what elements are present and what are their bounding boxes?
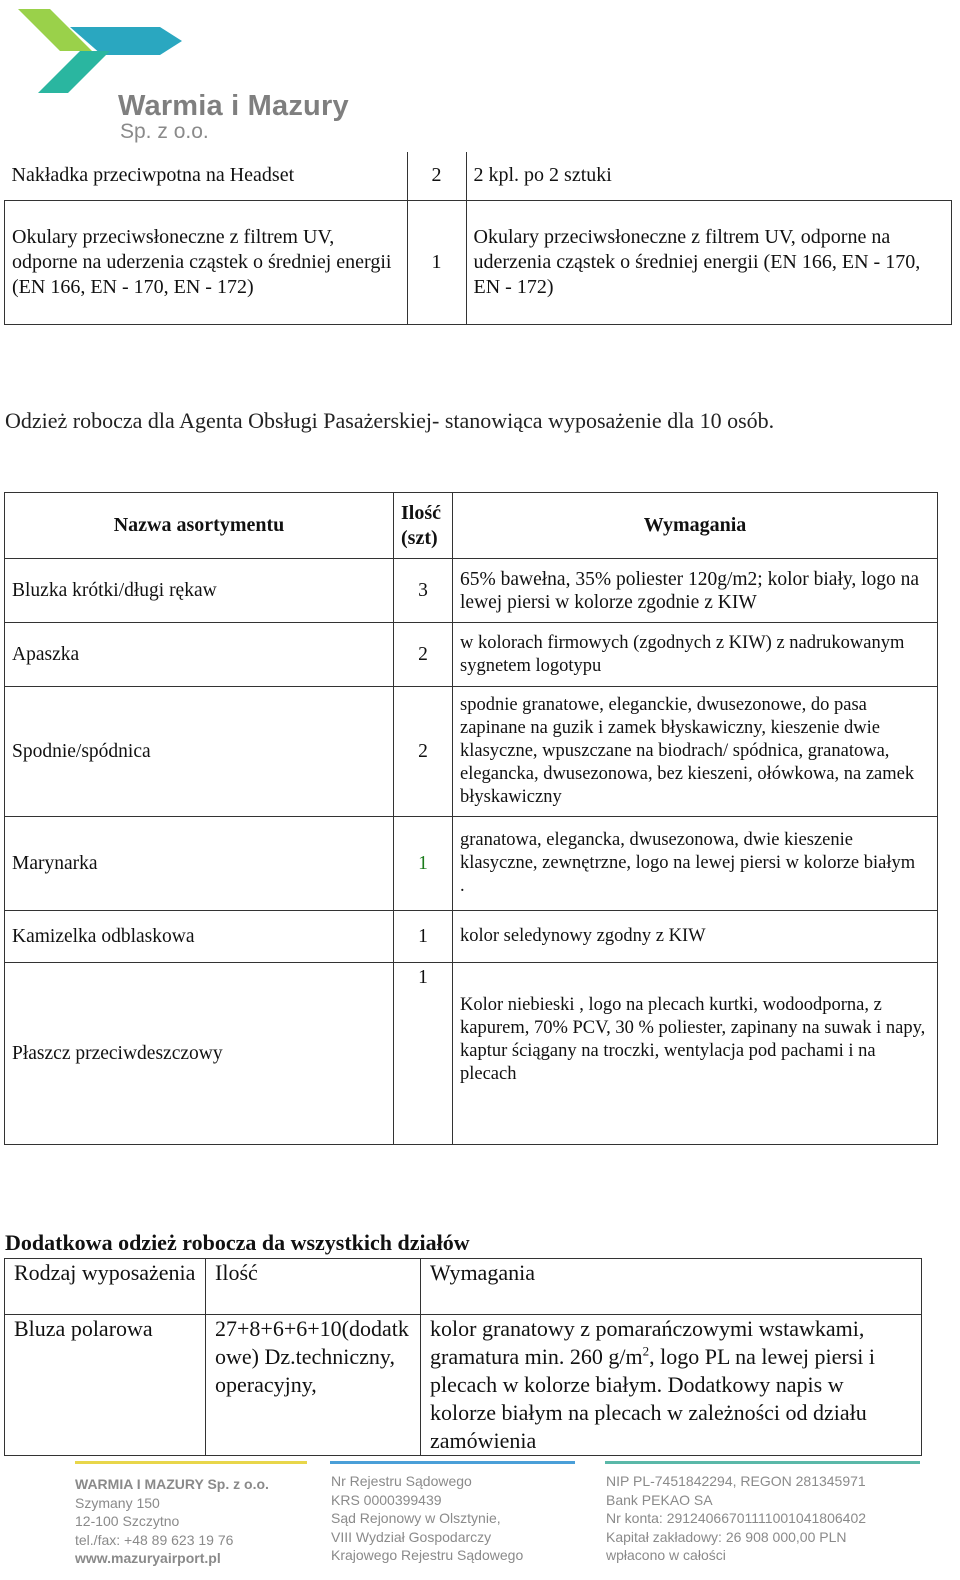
header-name: Nazwa asortymentu [5,493,394,559]
item-name: Marynarka [5,817,394,911]
item-qty: 3 [394,559,453,623]
footer-website-link[interactable]: www.mazuryairport.pl [75,1550,221,1566]
top-table [4,152,952,325]
table-row [5,623,938,687]
item-qty: 27+8+6+6+10(dodatkowe) Dz.techniczny, operacyjny, [206,1315,421,1456]
table-row [5,152,952,200]
footer-line: wpłacono w całości [606,1547,726,1563]
item-requirements: w kolorach firmowych (zgodnych z KIW) z nadrukowanym sygnetem logotypu [453,623,938,687]
item-name: Płaszcz przeciwdeszczowy [5,963,394,1145]
footer-line: Nr Rejestru Sądowego [331,1473,472,1489]
company-logo-icon [10,5,190,100]
item-name: Okulary przeciwsłoneczne z filtrem UV, odporne na uderzenia cząstek o średniej energii (EN 166, EN - 170, EN - 172) [5,200,408,324]
item-name: Kamizelka odblaskowa [5,911,394,963]
item-qty: 1 [394,817,453,911]
requirements-text: granatowa, elegancka, dwusezonowa, dwie kieszenie klasyczne, zewnętrzne, logo na lewej piersi w kolorze białym [460,830,916,873]
footer-divider [330,1461,575,1464]
item-requirements: kolor granatowy z pomarańczowymi wstawkami, gramatura min. 260 $g/m^2$, logo PL na lewej piersi i plecach w kolorze białym. Dodatkowy napis w kolorze białym na plecach w zależności od działu zamówienia [421,1315,922,1456]
footer-line: VIII Wydział Gospodarczy [331,1528,492,1545]
footer-line: 12-100 Szczytno [75,1513,180,1529]
table-header-row [5,493,938,559]
footer-line: Bank PEKAO SA [606,1491,713,1508]
requirements-extra: . [460,876,465,896]
footer-line: Szymany 150 [75,1494,160,1511]
item-qty: 2 [394,623,453,687]
header-qty: Ilość [206,1259,421,1315]
item-name: Apaszka [5,623,394,687]
footer-line: Sąd Rejonowy w Olsztynie, [331,1510,501,1526]
item-requirements: kolor seledynowy zgodny z KIW [453,911,938,963]
header-requirements: Wymagania [453,493,938,559]
section-title: Odzież robocza dla Agenta Obsługi Pasażerskiej- stanowiąca wyposażenie dla 10 osób. [5,408,775,433]
table-row [5,559,938,623]
logo-subtitle: Sp. z o.o. [120,120,209,143]
item-requirements: 2 kpl. po 2 sztuki [466,152,952,200]
item-qty: 2 [407,152,466,200]
item-requirements [453,817,938,911]
item-qty: 1 [394,963,453,1145]
header-name: Rodzaj wyposażenia [5,1259,206,1315]
table-row [5,911,938,963]
item-name: Bluzka krótki/długi rękaw [5,559,394,623]
item-requirements: Okulary przeciwsłoneczne z filtrem UV, odporne na uderzenia cząstek o średniej energii (EN 166, EN - 170, EN - 172) [466,200,952,324]
footer-line: Nr konta: 29124066701111001041806402 [606,1510,867,1526]
item-requirements: spodnie granatowe, eleganckie, dwusezonowe, do pasa zapinane na guzik i zamek błyskawiczny, kieszenie dwie klasyczne, wpuszczane na biodrach/ spódnica, granatowa, elegancka, dwusezonowa, bez kieszeni, ołówkowa, na zamek błyskawiczny [453,687,938,817]
header-qty: Ilość (szt) [394,493,453,559]
footer-bank [606,1472,866,1565]
footer-phone: tel./fax: +48 89 623 19 76 [75,1531,234,1548]
footer-line: Kapitał zakładowy: 26 908 000,00 PLN [606,1528,847,1545]
uniform-table [4,492,938,1145]
item-requirements: 65% bawełna, 35% poliester 120g/m2; kolor biały, logo na lewej piersi w kolorze zgodnie z KIW [453,559,938,623]
footer-company [75,1475,269,1568]
table-row [5,1315,922,1456]
table-row [5,963,938,1145]
extra-table [4,1258,922,1456]
item-qty: 1 [407,200,466,324]
footer-line: KRS 0000399439 [331,1491,442,1508]
item-qty: 2 [394,687,453,817]
item-requirements: Kolor niebieski , logo na plecach kurtki, wodoodporna, z kapurem, 70% PCV, 30 % poliester, zapinany na suwak i napy, kaptur ściągany na troczki, wentylacja pod pachami i na plecach [453,963,938,1145]
footer-line: NIP PL-7451842294, REGON 281345971 [606,1473,866,1489]
footer-divider [75,1461,307,1464]
logo-title: Warmia i Mazury [118,90,349,122]
table-row [5,687,938,817]
table-row [5,200,952,324]
table-row [5,817,938,911]
footer-registry [331,1472,523,1565]
footer-company-name: WARMIA I MAZURY Sp. z o.o. [75,1476,269,1492]
table-header-row [5,1259,922,1315]
footer-line: Krajowego Rejestru Sądowego [331,1547,524,1563]
item-name: Nakładka przeciwpotna na Headset [5,152,408,200]
footer-divider [605,1461,920,1464]
item-name: Spodnie/spódnica [5,687,394,817]
header-requirements: Wymagania [421,1259,922,1315]
extra-section-title: Dodatkowa odzież robocza da wszystkich działów [5,1230,470,1255]
item-qty: 1 [394,911,453,963]
item-name: Bluza polarowa [5,1315,206,1456]
